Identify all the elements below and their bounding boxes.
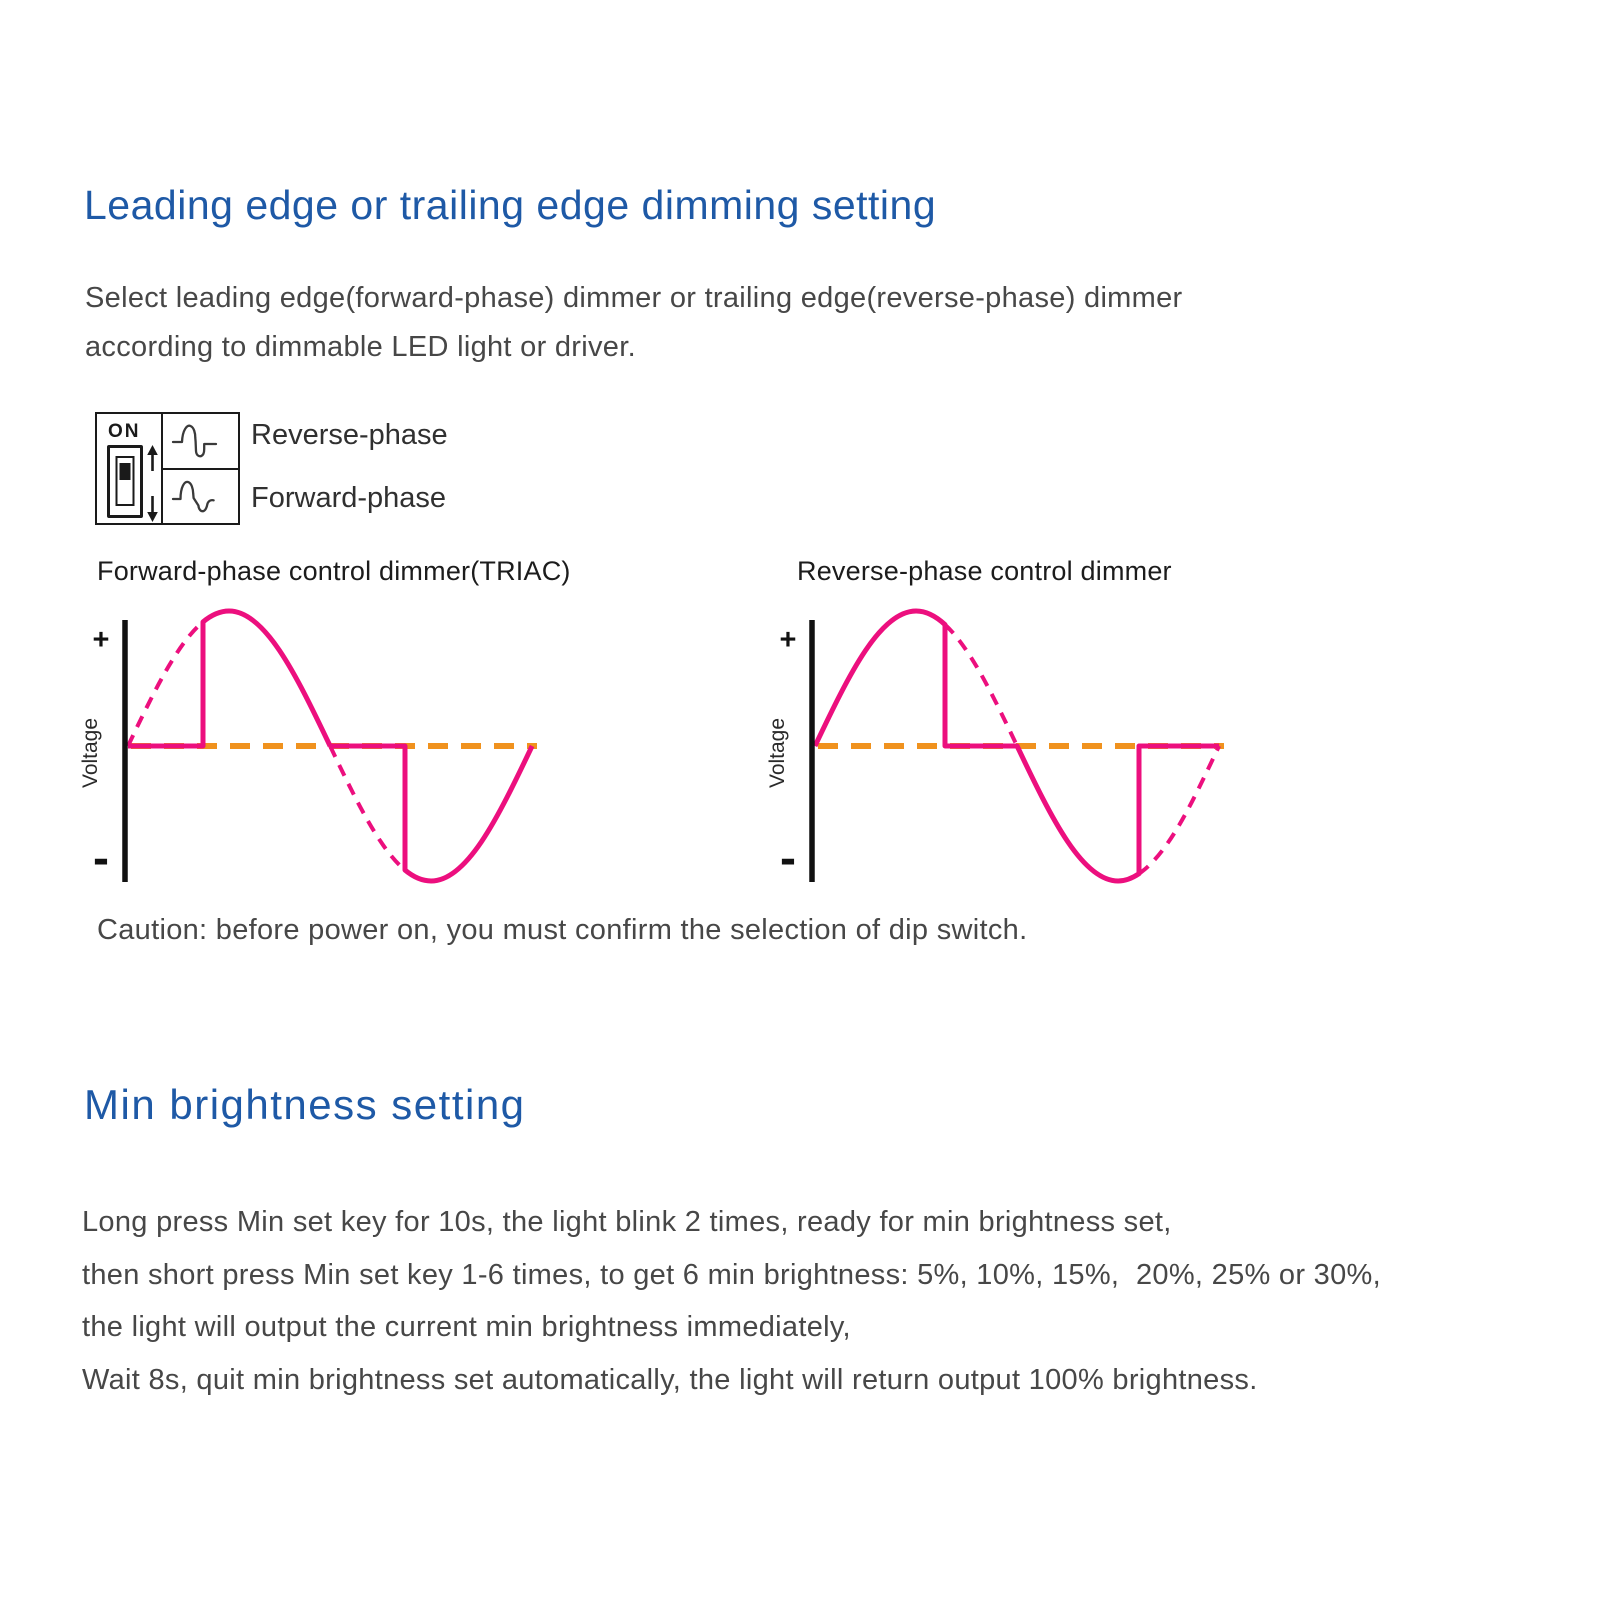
arrow-up-icon — [146, 445, 159, 472]
forward-phase-label: Forward-phase — [251, 482, 447, 514]
forward-phase-wave-icon — [170, 473, 232, 519]
minus-label: - — [780, 832, 796, 885]
dip-switch-figure — [95, 412, 240, 525]
section-title-min-brightness: Min brightness setting — [84, 1081, 526, 1128]
dip-switch-icon — [107, 445, 143, 518]
minus-label: - — [93, 832, 109, 885]
arrow-down-icon — [146, 495, 159, 522]
reverse-phase-wave-icon — [170, 418, 232, 464]
dimming-intro-paragraph — [85, 274, 1182, 372]
voltage-axis-label: Voltage — [766, 717, 789, 789]
dip-switch-track — [116, 456, 135, 506]
cut-sine-dashed — [945, 625, 1219, 874]
reverse-phase-label: Reverse-phase — [251, 419, 448, 451]
intro-line-2: according to dimmable LED light or driver. — [85, 331, 636, 363]
min-brightness-line-3: the light will output the current min brightness immediately, — [82, 1311, 851, 1343]
dip-switch-cell — [97, 414, 163, 523]
forward-phase-diagram — [75, 596, 545, 891]
reverse-wave-cell — [163, 414, 238, 468]
reverse-diagram-title: Reverse-phase control dimmer — [797, 556, 1172, 586]
voltage-axis-label: Voltage — [79, 717, 102, 789]
min-brightness-line-2: then short press Min set key 1-6 times, to get 6 min brightness: 5%, 10%, 15%, 20%, 25% or 30%, — [82, 1258, 1381, 1291]
plus-label: + — [92, 624, 110, 656]
min-brightness-line-1: Long press Min set key for 10s, the light blink 2 times, ready for min brightness set, — [82, 1206, 1172, 1238]
reverse-phase-diagram — [762, 596, 1232, 891]
conducting-sine-solid — [815, 611, 1219, 881]
dip-on-label: ON — [108, 421, 141, 442]
min-brightness-line-4: Wait 8s, quit min brightness set automatically, the light will return output 100% brightness. — [82, 1363, 1258, 1396]
intro-line-1: Select leading edge(forward-phase) dimmer or trailing edge(reverse-phase) dimmer — [85, 282, 1183, 314]
forward-wave-cell — [163, 468, 238, 524]
plus-label: + — [779, 624, 797, 656]
section-title-dimming: Leading edge or trailing edge dimming setting — [84, 182, 937, 228]
dip-waveform-column — [163, 414, 238, 523]
caution-text: Caution: before power on, you must confirm the selection of dip switch. — [97, 914, 1028, 946]
forward-diagram-title: Forward-phase control dimmer(TRIAC) — [97, 556, 571, 586]
min-brightness-paragraph — [82, 1196, 1381, 1406]
dip-switch-knob — [119, 463, 130, 480]
